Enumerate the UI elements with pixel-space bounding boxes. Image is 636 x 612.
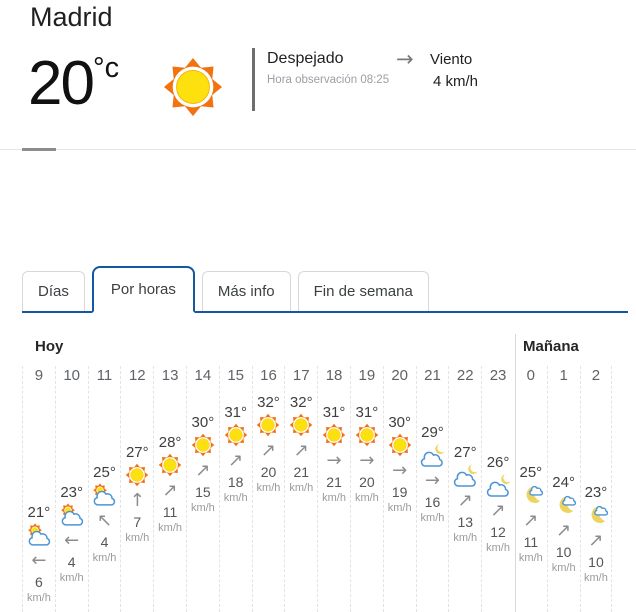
hour-forecast-stack [548, 474, 580, 574]
temp-label: 31° [322, 404, 346, 421]
hour-column [55, 366, 88, 612]
tab-dias[interactable]: Días [22, 271, 85, 311]
wind-unit: km/h [190, 502, 215, 514]
hour-forecast-stack [253, 394, 285, 494]
wind-speed: 20 [359, 474, 375, 490]
temp-label: 23° [60, 484, 84, 501]
temp-label: 29° [421, 424, 444, 441]
header-divider [252, 48, 255, 111]
hour-label: 19 [358, 367, 376, 384]
hour-forecast-stack [285, 394, 317, 494]
wind-direction-arrow: ↗ [293, 440, 309, 461]
hour-label: 1 [559, 367, 568, 384]
wind-direction-arrow: ↗ [260, 440, 277, 461]
temp-label: 23° [584, 484, 608, 501]
wind-unit: km/h [551, 562, 576, 574]
hour-label: 14 [194, 367, 212, 384]
wind-direction-arrow: ↗ [228, 450, 244, 471]
hour-column [383, 366, 416, 612]
tab-mas-info[interactable]: Más info [202, 271, 291, 311]
hour-label: 11 [96, 367, 113, 384]
hour-forecast-stack [449, 444, 481, 544]
temp-label: 31° [224, 404, 248, 421]
hour-label: 18 [325, 367, 343, 384]
wind-speed: 12 [490, 524, 506, 540]
wind-value: 4 km/h [433, 73, 479, 90]
hour-column [350, 366, 383, 612]
hours-row [22, 366, 612, 612]
current-wind [430, 51, 478, 90]
moon-cloud-icon [548, 493, 580, 519]
temp-label: 25° [93, 464, 116, 481]
hour-label: 10 [63, 367, 81, 384]
sun-icon [351, 423, 383, 449]
sun-icon [220, 423, 252, 449]
sun-cloud-icon [89, 483, 121, 509]
wind-speed: 10 [588, 554, 604, 570]
hour-label: 0 [526, 367, 536, 384]
wind-unit: km/h [453, 532, 478, 544]
current-condition [267, 50, 389, 86]
hour-column [547, 366, 580, 612]
sun-cloud-icon [56, 503, 88, 529]
wind-speed: 13 [457, 514, 474, 530]
temp-label: 25° [519, 464, 543, 481]
sun-icon [253, 413, 285, 439]
hour-column [219, 366, 252, 612]
temp-label: 30° [191, 414, 215, 431]
hour-column [153, 366, 186, 612]
hour-column [481, 366, 514, 612]
hour-column [416, 366, 449, 612]
wind-unit: km/h [486, 542, 510, 554]
sun-icon [384, 433, 416, 459]
hour-forecast-stack [581, 484, 612, 584]
temp-label: 31° [355, 404, 379, 421]
wind-direction-arrow: ↗ [457, 490, 473, 511]
temp-label: 27° [453, 444, 477, 461]
wind-direction-arrow: ↗ [162, 480, 178, 501]
wind-direction-arrow: → [392, 460, 408, 481]
hour-label: 12 [128, 367, 146, 384]
current-temperature-value: 20 [28, 49, 93, 118]
hour-label: 23 [489, 367, 507, 384]
wind-direction-arrow: ↖ [96, 510, 113, 531]
sun-icon [121, 463, 153, 489]
wind-label: Viento [430, 51, 473, 68]
tab-fin-de-semana[interactable]: Fin de semana [298, 271, 429, 311]
cloud-moon-icon [449, 463, 481, 489]
wind-speed: 18 [227, 474, 244, 490]
wind-direction-arrow: ← [64, 530, 80, 551]
hour-column [514, 366, 547, 612]
observation-time: Hora observación 08:25 [267, 74, 390, 86]
hour-forecast-stack [121, 444, 153, 544]
wind-direction-arrow: ↗ [523, 510, 539, 531]
temp-label: 32° [289, 394, 313, 411]
wind-speed: 7 [133, 514, 142, 530]
hour-column [120, 366, 153, 612]
wind-direction-arrow: ↗ [195, 460, 211, 481]
hour-column [22, 366, 55, 612]
today-label: Hoy [35, 338, 64, 355]
wind-unit: km/h [223, 492, 248, 504]
temp-label: 24° [552, 474, 575, 491]
hour-column [186, 366, 219, 612]
hour-forecast-stack [220, 404, 252, 504]
wind-unit: km/h [420, 512, 445, 524]
tab-bar [22, 265, 628, 313]
wind-unit: km/h [322, 492, 346, 504]
wind-direction-arrow: ← [31, 550, 47, 571]
page-title: Madrid [30, 2, 113, 32]
hour-column [580, 366, 613, 612]
wind-speed: 4 [100, 534, 109, 550]
degree-unit: °c [92, 52, 120, 84]
sun-icon [318, 423, 350, 449]
wind-speed: 15 [195, 484, 211, 500]
hour-label: 13 [161, 367, 179, 384]
cloud-moon-icon [417, 443, 449, 469]
hour-label: 21 [424, 367, 441, 384]
wind-speed: 4 [67, 554, 76, 570]
wind-unit: km/h [387, 502, 412, 514]
hour-forecast-stack [89, 464, 121, 564]
hour-forecast-stack [351, 404, 383, 504]
temp-label: 27° [125, 444, 149, 461]
wind-direction-arrow: ↑ [129, 490, 145, 511]
wind-direction-arrow: ↗ [556, 520, 572, 541]
wind-unit: km/h [125, 532, 150, 544]
hour-label: 16 [260, 367, 277, 384]
wind-unit: km/h [26, 592, 51, 604]
sun-cloud-icon [23, 523, 55, 549]
hour-column [252, 366, 285, 612]
wind-speed: 21 [326, 474, 342, 490]
tab-por-horas[interactable]: Por horas [92, 266, 195, 313]
hour-label: 22 [456, 367, 474, 384]
hour-forecast-stack [515, 464, 547, 564]
temp-label: 28° [158, 434, 182, 451]
wind-direction-arrow: ↗ [588, 530, 604, 551]
temp-label: 30° [388, 414, 411, 431]
wind-speed: 16 [424, 494, 441, 510]
hour-forecast-stack [154, 434, 186, 534]
hour-forecast-stack [384, 414, 416, 514]
moon-cloud-icon [515, 483, 547, 509]
cloud-moon-icon [482, 473, 514, 499]
hour-column [448, 366, 481, 612]
wind-unit: km/h [289, 482, 314, 494]
sun-icon [162, 56, 224, 118]
hour-forecast-stack [56, 484, 88, 584]
hour-forecast-stack [187, 414, 219, 514]
wind-unit: km/h [518, 552, 543, 564]
wind-speed: 6 [35, 574, 43, 590]
wind-speed: 21 [293, 464, 310, 480]
hour-column [88, 366, 121, 612]
moon-cloud-icon [581, 503, 612, 529]
temp-label: 21° [27, 504, 51, 521]
current-temperature [28, 48, 119, 119]
temp-label: 26° [486, 454, 510, 471]
wind-direction-arrow: → [326, 450, 342, 471]
hour-forecast-stack [23, 504, 55, 604]
hour-forecast-stack [318, 404, 350, 504]
sun-icon [187, 433, 219, 459]
wind-speed: 11 [162, 504, 178, 520]
hour-column [284, 366, 317, 612]
wind-speed: 10 [555, 544, 572, 560]
hour-label: 17 [292, 367, 310, 384]
hour-forecast-stack [417, 424, 449, 524]
sun-icon [285, 413, 317, 439]
hour-label: 20 [391, 367, 408, 384]
wind-speed: 20 [260, 464, 277, 480]
wind-speed: 11 [523, 534, 539, 550]
wind-unit: km/h [92, 552, 117, 564]
wind-direction-arrow: ↗ [490, 500, 506, 521]
wind-unit: km/h [354, 492, 379, 504]
hour-label: 2 [591, 367, 601, 384]
hour-column [317, 366, 350, 612]
wind-unit: km/h [158, 522, 182, 534]
wind-unit: km/h [59, 572, 84, 584]
section-divider [0, 149, 636, 150]
temp-label: 32° [257, 394, 280, 411]
hour-forecast-stack [482, 454, 514, 554]
wind-speed: 19 [391, 484, 408, 500]
sun-icon [154, 453, 186, 479]
wind-unit: km/h [256, 482, 281, 494]
hour-label: 15 [227, 367, 245, 384]
hour-label: 9 [34, 367, 44, 384]
wind-unit: km/h [584, 572, 608, 584]
tomorrow-label: Mañana [523, 338, 579, 355]
wind-direction-arrow: → [359, 450, 375, 471]
wind-direction-arrow: → [424, 470, 440, 491]
scrollbar-thumb[interactable] [22, 148, 56, 151]
wind-direction-icon: → [396, 47, 414, 71]
condition-label: Despejado [267, 50, 344, 67]
